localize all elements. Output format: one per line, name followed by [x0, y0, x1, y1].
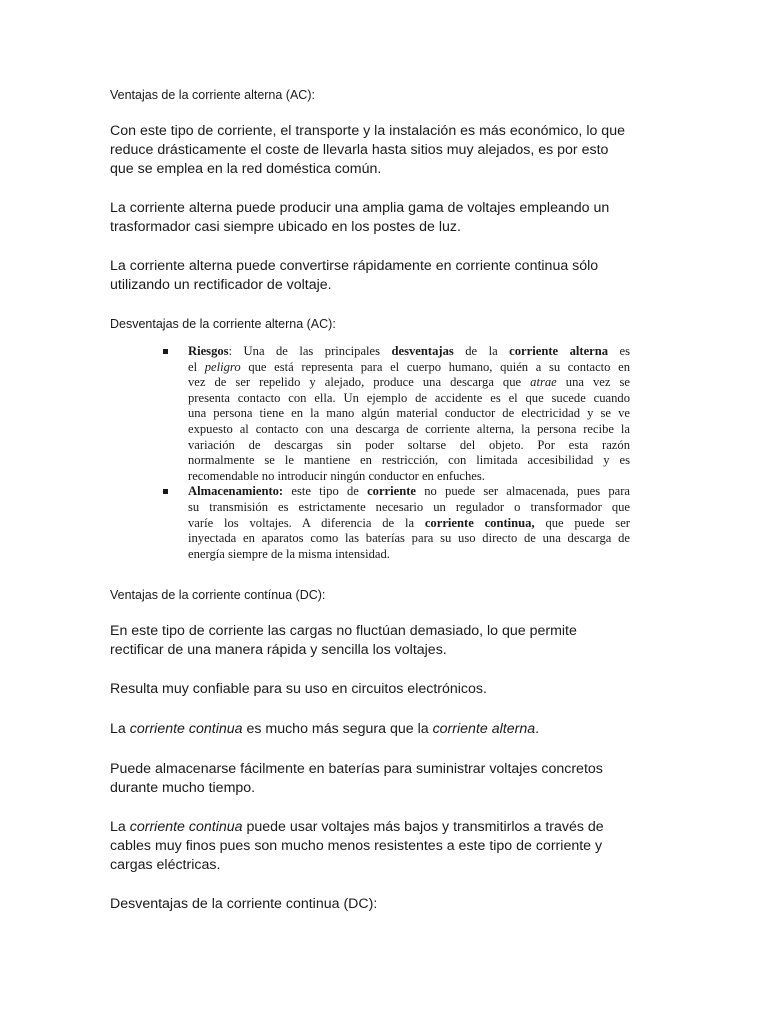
text-run: de la — [453, 344, 510, 358]
text-line: que se emplea en la red doméstica común. — [110, 161, 382, 177]
text-line — [188, 344, 630, 360]
text-line: su transmisión es estrictamente necesario un regulador o transformador que — [188, 499, 630, 514]
text-run: varíe los voltajes. A diferencia de la — [188, 515, 425, 530]
text-run: que puede ser — [534, 515, 630, 530]
text-line — [188, 484, 630, 500]
text-run: una vez se — [556, 375, 630, 390]
text-line: cables muy finos pues son mucho menos resistentes a este tipo de corriente y — [110, 838, 603, 854]
text-line: trasformador casi siempre ubicado en los postes de luz. — [110, 219, 461, 235]
term-atrae: atrae — [530, 375, 557, 390]
text-line: En este tipo de corriente las cargas no fluctúan demasiado, lo que permite — [110, 623, 577, 639]
text-line — [188, 375, 630, 391]
bullet-square-icon — [163, 489, 168, 494]
heading-ac-disadvantages: Desventajas de la corriente alterna (AC): — [110, 317, 336, 331]
text-line: reduce drásticamente el coste de llevarla hasta sitios muy alejados, es por esto — [110, 142, 609, 158]
paragraph-dc-advantage-1 — [110, 622, 650, 660]
text-line — [110, 720, 650, 739]
text-line: energía siempre de la misma intensidad. — [188, 546, 390, 561]
term-corriente-alterna: corriente alterna — [432, 721, 536, 737]
paragraph-ac-advantage-3 — [110, 257, 650, 295]
text-line: cargas eléctricas. — [110, 857, 221, 873]
heading-dc-disadvantages — [110, 895, 650, 914]
text-line: inyectada en aparatos como las baterías para su uso directo de una descarga de — [188, 531, 630, 546]
term-corriente-continua: corriente continua — [129, 819, 243, 835]
bullet-list-ac-disadvantages — [160, 344, 630, 562]
bullet-square-icon — [163, 349, 168, 354]
text-line: presenta contacto con ella. Un ejemplo de accidente es el que sucede cuando — [188, 390, 630, 405]
text-line: recomendable no introducir ningún conductor en enfuches. — [188, 468, 485, 483]
text-line: Puede almacenarse fácilmente en baterías para suministrar voltajes concretos — [110, 761, 603, 777]
text-line: durante mucho tiempo. — [110, 780, 256, 796]
text-run: que está representa para el cuerpo humano, quién a su contacto en — [240, 359, 630, 374]
term-corriente: corriente — [367, 484, 417, 499]
text-line: Resulta muy confiable para su uso en circuitos electrónicos. — [110, 681, 487, 697]
text-run: es — [608, 344, 631, 358]
text-line: La corriente alterna puede convertirse rápidamente en corriente continua sólo — [110, 258, 599, 274]
paragraph-dc-advantage-4 — [110, 760, 650, 798]
text-line: utilizando un rectificador de voltaje. — [110, 277, 332, 293]
text-run: La — [110, 819, 130, 835]
text-line — [188, 360, 630, 376]
text-line: La corriente alterna puede producir una amplia gama de voltajes empleando un — [110, 200, 610, 216]
term-desventajas: desventajas — [391, 344, 454, 358]
bullet-item-almacenamiento — [160, 484, 630, 562]
paragraph-ac-advantage-1 — [110, 122, 650, 179]
text-run: el — [188, 359, 205, 374]
text-run: este tipo de — [283, 484, 368, 499]
text-run: . — [535, 721, 540, 737]
text-line — [188, 516, 630, 532]
heading-ac-advantages: Ventajas de la corriente alterna (AC): — [110, 88, 315, 102]
paragraph-dc-advantage-3 — [110, 720, 650, 739]
term-peligro: peligro — [204, 359, 241, 374]
text-run: La — [110, 721, 130, 737]
text-line — [110, 818, 650, 837]
text-line: una persona tiene en la mano algún material conductor de electricidad y se ve — [188, 406, 630, 421]
paragraph-ac-advantage-2 — [110, 199, 650, 237]
text-line: expuesto al contacto con una descarga de corriente alterna, la persona recibe la — [188, 421, 630, 436]
bullet-item-riesgos — [160, 344, 630, 484]
text-run: vez de ser repelido y alejado, produce una descarga que — [188, 375, 531, 390]
text-line: Desventajas de la corriente continua (DC): — [110, 896, 378, 912]
term-almacenamiento: Almacenamiento: — [188, 484, 284, 499]
text-run: : Una de las principales — [228, 344, 392, 358]
paragraph-dc-advantage-2 — [110, 680, 650, 699]
text-line: Con este tipo de corriente, el transporte y la instalación es más económico, lo que — [110, 123, 625, 139]
term-corriente-continua: corriente continua — [129, 721, 243, 737]
text-line: normalmente se le mantiene en restricción, con limitada accesibilidad y es — [188, 453, 630, 468]
text-line: rectificar de una manera rápida y sencilla los voltajes. — [110, 642, 447, 658]
text-line: variación de descargas sin poder soltarse del objeto. Por esta razón — [188, 437, 630, 452]
term-corriente-continua: corriente continua, — [424, 515, 535, 530]
text-run: no puede ser almacenada, pues para — [416, 484, 630, 499]
text-run: puede usar voltajes más bajos y transmitirlos a través de — [242, 819, 604, 835]
heading-dc-advantages: Ventajas de la corriente contínua (DC): — [110, 588, 326, 602]
term-riesgos: Riesgos — [188, 344, 229, 358]
text-run: es mucho más segura que la — [242, 721, 433, 737]
term-corriente-alterna: corriente alterna — [509, 344, 609, 358]
paragraph-dc-advantage-5 — [110, 818, 650, 875]
